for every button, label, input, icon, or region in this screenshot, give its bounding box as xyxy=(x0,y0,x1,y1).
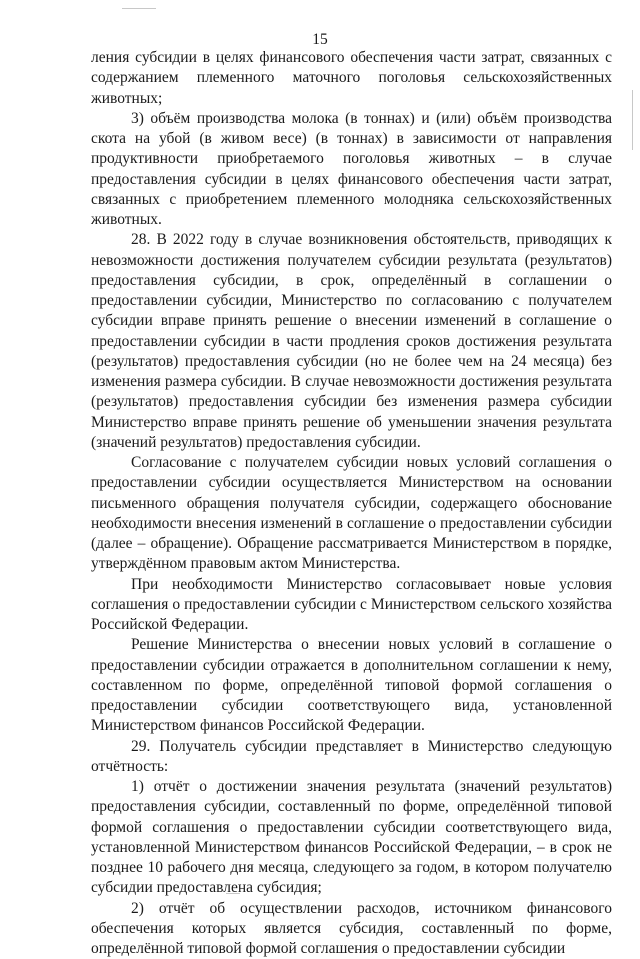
paragraph-item-3: 3) объём производства молока (в тоннах) и (или) объём производства скота на убой (в живом весе) (в тоннах) в зависимости от направления продуктивности приобретаемого поголовья животных – в случае предоставления субсидии в целях финансового обеспечения части затрат, связанных с приобретением племенного молодняка сельскохозяйственных животных. xyxy=(91,109,612,231)
page-number: 15 xyxy=(0,31,640,49)
document-body xyxy=(91,48,612,959)
scan-artifact-right xyxy=(632,90,633,150)
paragraph-report-2: 2) отчёт об осуществлении расходов, источником финансового обеспечения которых является субсидия, составленный по форме, определённой типовой формой соглашения о предоставлении субсидии xyxy=(91,899,612,959)
paragraph-ministry-decision: Решение Министерства о внесении новых условий в соглашение о предоставлении субсидии отражается в дополнительном соглашении к нему, составленном по форме, определённой типовой формой соглашения о предоставлении субсидии соответствующего вида, установленной Министерством финансов Российской Федерации. xyxy=(91,635,612,736)
paragraph-section-28: 28. В 2022 году в случае возникновения обстоятельств, приводящих к невозможности достижения получателем субсидии результата (результатов) предоставления субсидии, в срок, определённый в соглашении о предоставлении субсидии, Министерство по согласованию с получателем субсидии вправе принять решение о внесении изменений в соглашение о предоставлении субсидии в части продления сроков достижения результата (результатов) предоставления субсидии (но не более чем на 24 месяца) без изменения размера субсидии. В случае невозможности достижения результата (результатов) предоставления субсидии без изменения размера субсидии Министерство вправе принять решение об уменьшении значения результата (значений результатов) предоставления субсидии. xyxy=(91,230,612,453)
paragraph-report-1: 1) отчёт о достижении значения результата (значений результатов) предоставления субсидии, составленный по форме, определённой типовой формой соглашения о предоставлении субсидии соответствующего вида, установленной Министерством финансов Российской Федерации, – в срок не позднее 10 рабочего дня месяца, следующего за годом, в котором получателю субсидии предоставлена субсидия; xyxy=(91,777,612,899)
paragraph-ministry-coordination: При необходимости Министерство согласовывает новые условия соглашения о предоставлении субсидии с Министерством сельского хозяйства Российской Федерации. xyxy=(91,575,612,636)
scan-artifact-top xyxy=(122,8,156,9)
paragraph-agreement-approval: Согласование с получателем субсидии новых условий соглашения о предоставлении субсидии осуществляется Министерством на основании письменного обращения получателя субсидии, содержащего обоснование необходимости внесения изменений в соглашение о предоставлении субсидии (далее – обращение). Обращение рассматривается Министерством в порядке, утверждённом правовым актом Министерства. xyxy=(91,453,612,575)
paragraph-continuation: ления субсидии в целях финансового обеспечения части затрат, связанных с содержанием племенного маточного поголовья сельскохозяйственных животных; xyxy=(91,48,612,109)
paragraph-section-29: 29. Получатель субсидии представляет в Министерство следующую отчётность: xyxy=(91,737,612,778)
